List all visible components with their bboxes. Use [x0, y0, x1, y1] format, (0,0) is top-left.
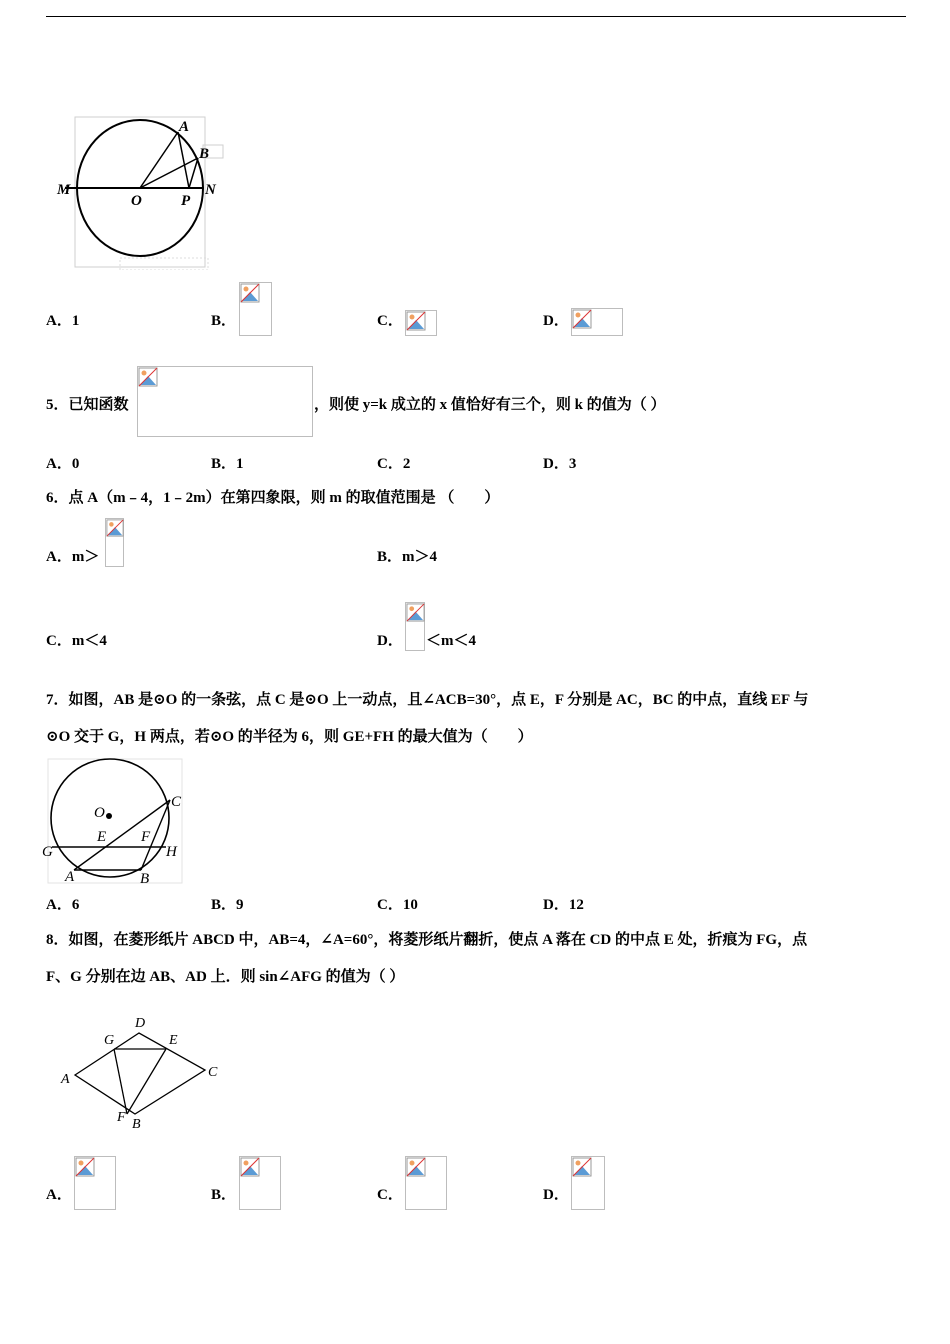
- q8-option-b-broken-image: [239, 1156, 281, 1210]
- broken-image-icon: [240, 283, 260, 303]
- q7-stem-line2: ⊙O 交于 G，H 两点，若⊙O 的半径为 6，则 GE+FH 的最大值为（ ）: [46, 729, 533, 745]
- q4-circle-figure: [55, 112, 230, 270]
- broken-image-icon: [138, 367, 158, 387]
- q7-label-C: C: [171, 794, 182, 810]
- q4-option-d[interactable]: D．: [543, 313, 569, 329]
- q6-option-d-suffix: ＜m＜4: [426, 633, 476, 649]
- q7-option-b[interactable]: B．9: [211, 897, 244, 913]
- q5-function-broken-image: [137, 366, 313, 437]
- q4-label-M: M: [57, 182, 71, 198]
- q7-option-d[interactable]: D．12: [543, 897, 584, 913]
- q8-option-d[interactable]: D．: [543, 1187, 569, 1203]
- q5-stem-suffix: ，则使 y=k 成立的 x 值恰好有三个，则 k 的值为（ ）: [314, 397, 666, 413]
- q7-label-H: H: [166, 844, 177, 860]
- q8-option-d-broken-image: [571, 1156, 605, 1210]
- broken-image-icon: [406, 311, 426, 331]
- broken-image-icon: [75, 1157, 95, 1177]
- q7-label-F: F: [141, 829, 151, 845]
- q6-option-a-broken-image: [105, 518, 124, 567]
- q8-label-G: G: [104, 1033, 115, 1048]
- q8-label-F: F: [117, 1110, 126, 1125]
- q4-option-c[interactable]: C．: [377, 313, 403, 329]
- q4-option-a[interactable]: A．1: [46, 313, 80, 329]
- q7-option-c[interactable]: C．10: [377, 897, 418, 913]
- q8-label-B: B: [132, 1117, 141, 1132]
- q4-label-P: P: [181, 193, 191, 209]
- q8-option-b[interactable]: B．: [211, 1187, 237, 1203]
- q5-stem-prefix: 5．已知函数: [46, 397, 129, 413]
- q8-stem-line1: 8．如图，在菱形纸片 ABCD 中，AB=4，∠A=60°，将菱形纸片翻折，使点 A 落在 CD 的中点 E 处，折痕为 FG，点: [46, 932, 808, 948]
- broken-image-icon: [572, 309, 592, 329]
- q8-stem-line2: F、G 分别在边 AB、AD 上．则 sin∠AFG 的值为（ ）: [46, 969, 405, 985]
- q8-label-E: E: [169, 1033, 178, 1048]
- q6-option-c[interactable]: C．m＜4: [46, 633, 107, 649]
- q6-option-b[interactable]: B．m＞4: [377, 549, 438, 565]
- q7-label-G: G: [42, 844, 53, 860]
- q8-option-c-broken-image: [405, 1156, 447, 1210]
- broken-image-icon: [572, 1157, 592, 1177]
- header-rule: [46, 16, 906, 17]
- q4-option-c-broken-image: [405, 310, 437, 336]
- q7-stem-line1: 7．如图，AB 是⊙O 的一条弦，点 C 是⊙O 上一动点，且∠ACB=30°，点 E，F 分别是 AC，BC 的中点，直线 EF 与: [46, 692, 809, 708]
- q4-label-B: B: [199, 146, 210, 162]
- q8-label-D: D: [135, 1016, 146, 1031]
- q7-option-a[interactable]: A．6: [46, 897, 80, 913]
- q5-option-a[interactable]: A．0: [46, 456, 80, 472]
- q4-label-N: N: [205, 182, 216, 198]
- broken-image-icon: [106, 519, 124, 537]
- q4-option-b-broken-image: [239, 282, 272, 336]
- q8-option-c[interactable]: C．: [377, 1187, 403, 1203]
- q8-label-A: A: [61, 1072, 70, 1087]
- q8-label-C: C: [208, 1065, 218, 1080]
- q4-option-b[interactable]: B．: [211, 313, 237, 329]
- q5-option-d[interactable]: D．3: [543, 456, 577, 472]
- q7-label-B: B: [140, 871, 150, 887]
- q7-label-E: E: [97, 829, 107, 845]
- q5-option-c[interactable]: C．2: [377, 456, 411, 472]
- broken-image-icon: [406, 1157, 426, 1177]
- q6-option-a[interactable]: A．m＞: [46, 549, 100, 565]
- q6-option-d-prefix[interactable]: D．: [377, 633, 403, 649]
- q4-label-O: O: [131, 193, 142, 209]
- q8-rhombus-figure: [55, 1010, 230, 1135]
- broken-image-icon: [406, 603, 425, 622]
- q4-label-A: A: [179, 119, 190, 135]
- q7-label-A: A: [65, 869, 75, 885]
- q5-option-b[interactable]: B．1: [211, 456, 244, 472]
- q8-option-a-broken-image: [74, 1156, 116, 1210]
- broken-image-icon: [240, 1157, 260, 1177]
- q6-stem: 6．点 A（m﹣4，1﹣2m）在第四象限，则 m 的取值范围是 （ ）: [46, 490, 500, 506]
- q4-option-d-broken-image: [571, 308, 623, 336]
- q6-option-d-broken-image: [405, 602, 425, 651]
- q7-circle-figure: [40, 757, 190, 887]
- q8-option-a[interactable]: A．: [46, 1187, 72, 1203]
- q7-label-O: O: [94, 805, 105, 821]
